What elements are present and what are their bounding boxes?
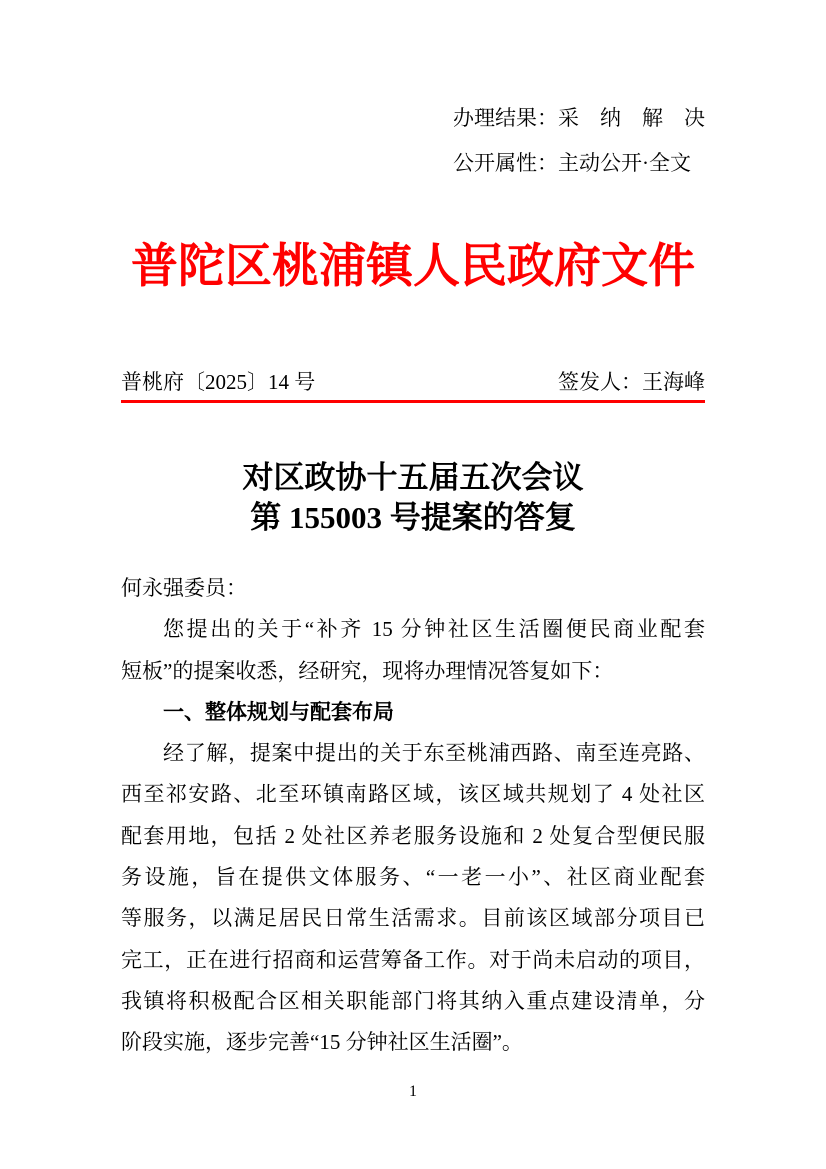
red-separator-line [121,400,705,403]
salutation: 何永强委员： [121,576,247,600]
body-line: 您提出的关于“补齐 15 分钟社区生活圈便民商业配套 [163,617,705,642]
processing-result-line: 办理结果：采 纳 解 决 [453,106,705,130]
section-heading: 一、整体规划与配套布局 [163,700,394,724]
doc-title-line1: 对区政协十五届五次会议 [242,460,584,495]
body-text [121,568,705,1064]
header-info-block [453,96,705,186]
publicity-attribute-line: 公开属性：主动公开·全文 [453,151,691,175]
masthead-title: 普陀区桃浦镇人民政府文件 [131,241,695,293]
body-line: 务设施，旨在提供文体服务、“一老一小”、社区商业配套 [121,865,705,890]
body-line: 等服务，以满足居民日常生活需求。目前该区域部分项目已 [121,906,705,931]
body-line: 经了解，提案中提出的关于东至桃浦西路、南至连亮路、 [163,741,705,766]
body-line: 配套用地，包括 2 处社区养老服务设施和 2 处复合型便民服 [121,823,705,848]
doc-meta-row [121,366,705,396]
doc-number: 普桃府〔2025〕14 号 [121,370,316,394]
body-line: 西至祁安路、北至环镇南路区域，该区域共规划了 4 处社区 [121,782,705,807]
doc-title-line2: 第 155003 号提案的答复 [250,500,576,535]
body-line: 短板”的提案收悉，经研究，现将办理情况答复如下： [121,658,614,683]
doc-title [0,458,826,538]
signer: 签发人：王海峰 [558,370,705,394]
page-number: 1 [409,1083,417,1100]
body-line: 我镇将积极配合区相关职能部门将其纳入重点建设清单，分 [121,988,705,1013]
body-line: 完工，正在进行招商和运营筹备工作。对于尚未启动的项目， [121,947,705,972]
body-line: 阶段实施，逐步完善“15 分钟社区生活圈”。 [121,1030,523,1055]
